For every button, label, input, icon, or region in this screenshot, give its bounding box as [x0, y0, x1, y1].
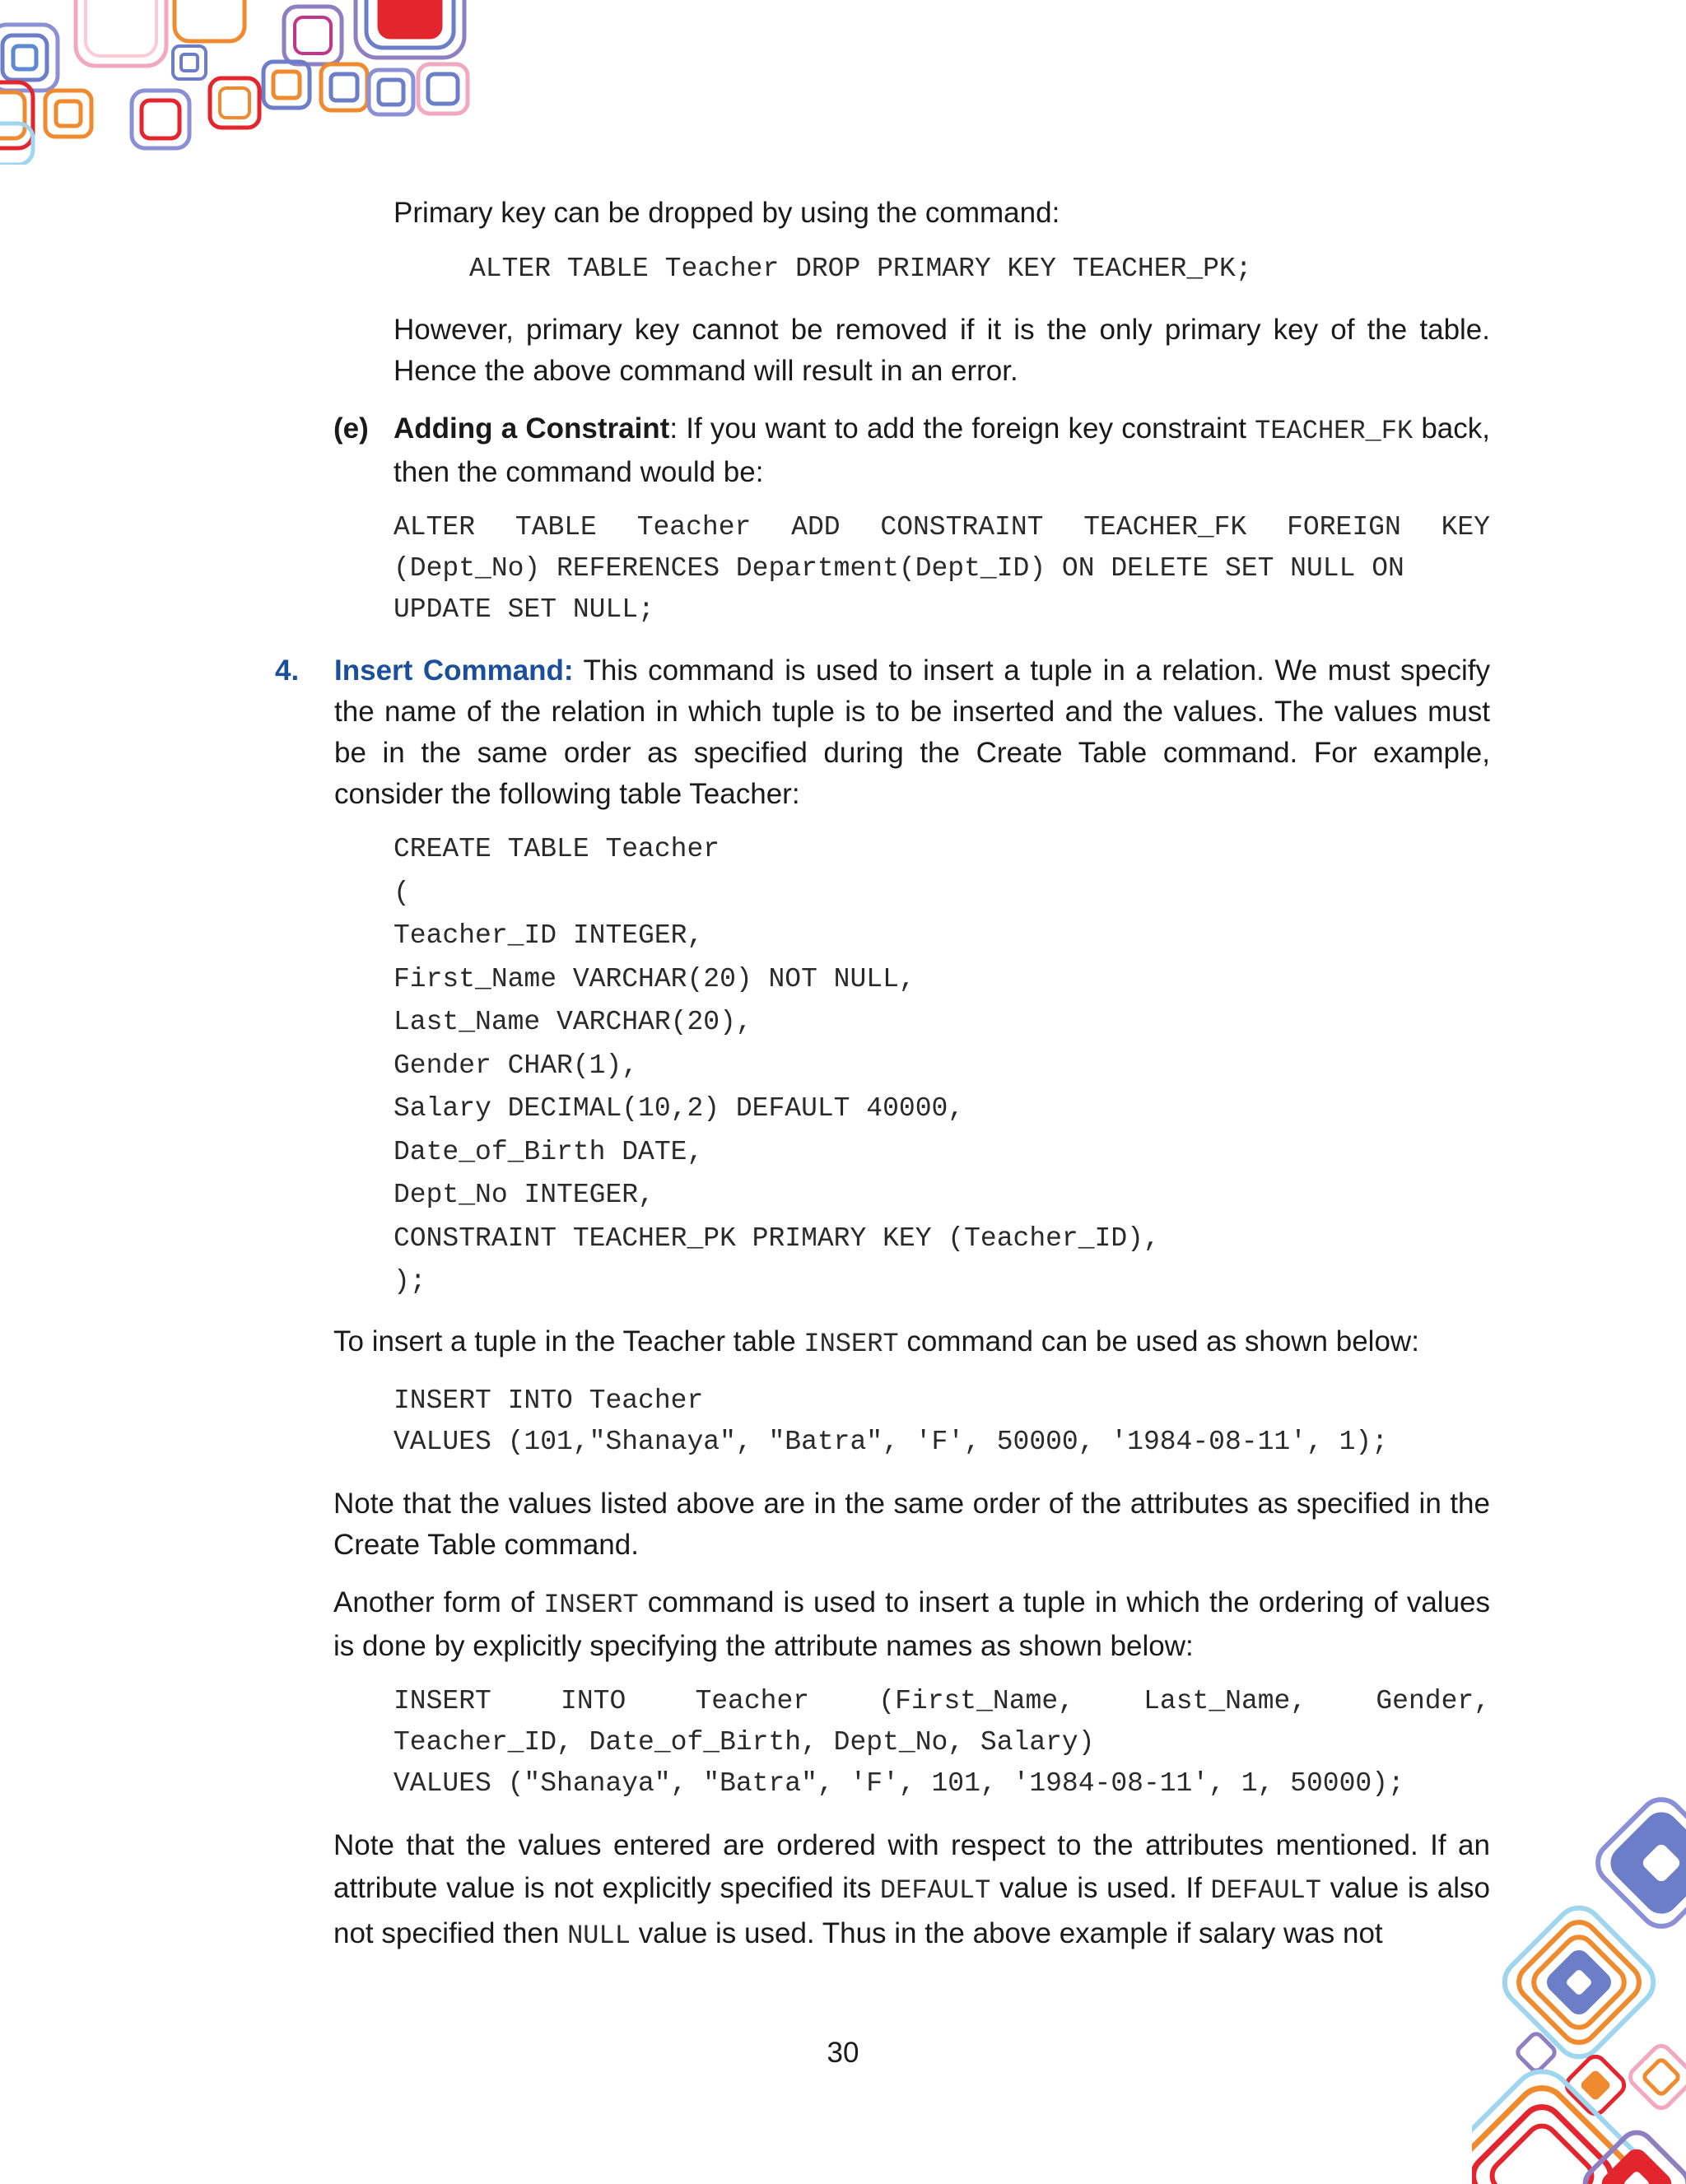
item-4-text: This command is used to insert a tuple in a relation. We must specify the name of the relation in which tuple is to be inserted and the values. The values must be in the same order as specified during the Create Table command. For example, consider the following table Teacher: — [334, 654, 1490, 810]
note2-t4: value is used. Thus in the above example if salary was not — [630, 1917, 1383, 1949]
paragraph-adding-constraint — [394, 408, 1490, 493]
code-line: CONSTRAINT TEACHER_PK PRIMARY KEY (Teacher_ID), — [394, 1222, 1160, 1254]
item-4-heading: Insert Command: — [334, 654, 574, 687]
code-line: Teacher_ID, Date_of_Birth, Dept_No, Salary) — [394, 1727, 1095, 1758]
note2-c2: DEFAULT — [1210, 1875, 1321, 1906]
code-line: UPDATE SET NULL; — [394, 594, 654, 625]
code-line: INSERT INTO Teacher — [394, 1385, 704, 1416]
another-code: INSERT — [543, 1590, 639, 1620]
code-line: ( — [394, 877, 410, 908]
code-line: INSERT INTO Teacher (First_Name, Last_Name, Gender, — [394, 1686, 1490, 1716]
item-e-text-before: : If you want to add the foreign key constraint — [669, 412, 1255, 445]
item-e-label: (e) — [333, 412, 369, 445]
paragraph-note-default — [333, 1824, 1490, 1958]
code-line: CREATE TABLE Teacher — [394, 834, 720, 864]
paragraph-pk-drop: Primary key can be dropped by using the command: — [394, 197, 1060, 229]
code-alter-drop: ALTER TABLE Teacher DROP PRIMARY KEY TEACHER_PK; — [469, 254, 1252, 284]
insert-intro-after: command can be used as shown below: — [898, 1325, 1419, 1357]
code-line: ALTER TABLE Teacher ADD CONSTRAINT TEACHER_FK FOREIGN KEY — [394, 512, 1490, 543]
note2-t1: Note that the values entered are ordered with respect to the attributes mentioned. If an attribute value is not explicitly specified its — [333, 1829, 1490, 1904]
code-line: Gender CHAR(1), — [394, 1050, 639, 1081]
code-line: Salary DECIMAL(10,2) DEFAULT 40000, — [394, 1093, 965, 1124]
item-e-text-after: back, then the command would be: — [394, 412, 1490, 488]
code-create-table — [394, 828, 1160, 1304]
code-line: Date_of_Birth DATE, — [394, 1136, 704, 1167]
code-line: Teacher_ID INTEGER, — [394, 920, 704, 951]
note2-c3: NULL — [567, 1921, 631, 1951]
item-e-heading: Adding a Constraint — [394, 412, 670, 445]
insert-intro-code: INSERT — [803, 1329, 899, 1359]
note2-t3: value is also not specified then — [333, 1872, 1490, 1949]
code-insert-values — [394, 1381, 1388, 1463]
item-4-number: 4. — [275, 654, 300, 687]
insert-intro-before: To insert a tuple in the Teacher table — [333, 1325, 804, 1357]
code-line: VALUES ("Shanaya", "Batra", 'F', 101, '1984-08-11', 1, 50000); — [394, 1768, 1404, 1799]
page-number: 30 — [827, 2037, 859, 2069]
paragraph-insert-command — [334, 650, 1490, 815]
code-line: Last_Name VARCHAR(20), — [394, 1007, 752, 1037]
note2-t2: value is used. If — [990, 1872, 1211, 1904]
another-before: Another form of — [333, 1586, 544, 1618]
note2-c1: DEFAULT — [879, 1875, 991, 1906]
code-line: VALUES (101,"Shanaya", "Batra", 'F', 50000, '1984-08-11', 1); — [394, 1427, 1388, 1457]
code-line: First_Name VARCHAR(20) NOT NULL, — [394, 963, 915, 994]
paragraph-another-form — [333, 1582, 1490, 1667]
code-line: Dept_No INTEGER, — [394, 1180, 654, 1210]
item-e-code-inline: TEACHER_FK — [1255, 416, 1414, 446]
paragraph-note-order: Note that the values listed above are in the same order of the attributes as specified in the Create Table command. — [333, 1488, 1490, 1561]
paragraph-however: However, primary key cannot be removed if it is the only primary key of the table. Hence the above command will result in an error. — [394, 314, 1490, 387]
code-line: (Dept_No) REFERENCES Department(Dept_ID) ON DELETE SET NULL ON — [394, 553, 1404, 584]
code-add-constraint — [394, 507, 1490, 631]
paragraph-insert-intro — [333, 1321, 1490, 1365]
another-after: command is used to insert a tuple in which the ordering of values is done by explicitly specifying the attribute names as shown below: — [333, 1586, 1490, 1662]
code-line: ); — [394, 1266, 426, 1297]
code-insert-attributes — [394, 1681, 1490, 1804]
